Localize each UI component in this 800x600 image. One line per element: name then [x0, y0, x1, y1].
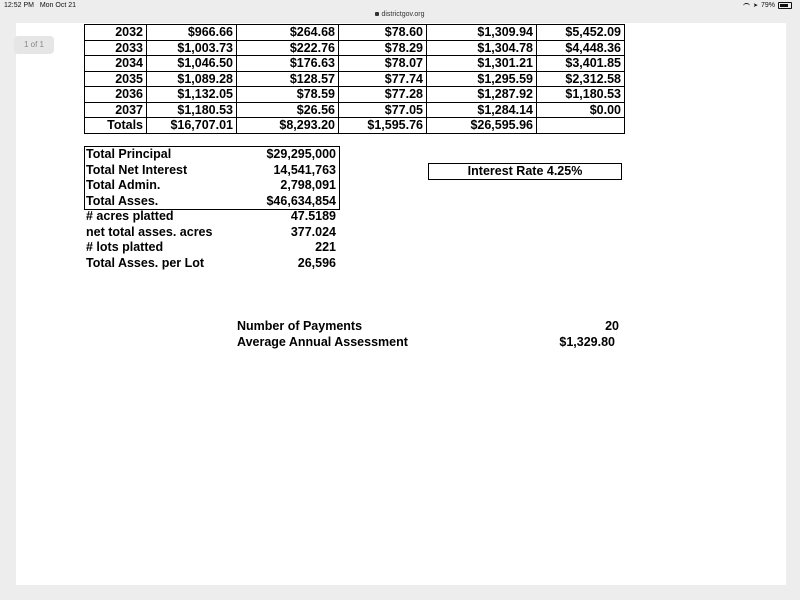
table-cell: $8,293.20: [237, 118, 339, 134]
table-cell: $77.05: [339, 102, 427, 118]
table-row: [85, 56, 625, 72]
page-indicator: 1 of 1: [14, 36, 54, 54]
summary-value: 221: [315, 240, 336, 254]
summary-value: $46,634,854: [266, 194, 336, 208]
status-time-date: [4, 2, 76, 9]
table-cell: Totals: [85, 118, 147, 134]
battery-percent: 79%: [760, 2, 775, 9]
table-cell: $0.00: [537, 102, 625, 118]
table-row: [85, 102, 625, 118]
summary-row: [86, 147, 336, 163]
table-cell: 2035: [85, 71, 147, 87]
table-cell: $1,295.59: [427, 71, 537, 87]
table-cell: $2,312.58: [537, 71, 625, 87]
summary-value: 47.5189: [290, 209, 336, 223]
summary-label: # lots platted: [86, 240, 164, 254]
summary-row: [86, 209, 336, 225]
payment-value: $1,329.80: [559, 335, 615, 349]
table-cell: $264.68: [237, 25, 339, 41]
table-cell: $1,180.53: [147, 102, 237, 118]
summary-row: [86, 240, 336, 256]
table-cell: $4,448.36: [537, 40, 625, 56]
summary-label: Total Asses. per Lot: [86, 256, 205, 270]
table-cell: $26.56: [237, 102, 339, 118]
table-cell: $16,707.01: [147, 118, 237, 134]
lock-icon: [375, 12, 379, 16]
table-cell: $1,089.28: [147, 71, 237, 87]
url-text: districtgov.org: [381, 11, 425, 18]
table-cell: $78.07: [339, 56, 427, 72]
interest-rate-box: Interest Rate 4.25%: [428, 163, 622, 180]
summary-label: # acres platted: [86, 209, 174, 223]
table-cell: 2037: [85, 102, 147, 118]
summary-label: Total Principal: [86, 147, 172, 161]
table-cell: $5,452.09: [537, 25, 625, 41]
summary-row: [86, 163, 336, 179]
table-cell: 2034: [85, 56, 147, 72]
battery-icon: [778, 2, 792, 9]
table-cell: [537, 118, 625, 134]
payment-row: [237, 318, 619, 334]
table-cell: $1,046.50: [147, 56, 237, 72]
status-date: Mon Oct 21: [39, 2, 76, 9]
wifi-icon: [743, 3, 750, 9]
table-cell: $128.57: [237, 71, 339, 87]
payment-label: Number of Payments: [237, 319, 363, 333]
totals-row: [85, 118, 625, 134]
status-icons: [743, 2, 792, 9]
table-cell: $1,304.78: [427, 40, 537, 56]
table-cell: $77.74: [339, 71, 427, 87]
summary-value: 2,798,091: [280, 178, 336, 192]
table-cell: $78.59: [237, 87, 339, 103]
table-cell: 2036: [85, 87, 147, 103]
table-cell: $26,595.96: [427, 118, 537, 134]
payment-label: Average Annual Assessment: [237, 335, 408, 349]
summary-label: net total asses. acres: [86, 225, 213, 239]
payment-value: 20: [605, 319, 619, 333]
table-cell: $966.66: [147, 25, 237, 41]
summary-value: $29,295,000: [266, 147, 336, 161]
table-cell: $222.76: [237, 40, 339, 56]
assessment-schedule-table: [84, 24, 625, 134]
summary-value: 14,541,763: [273, 163, 336, 177]
summary-row: [86, 178, 336, 194]
address-bar[interactable]: [0, 11, 800, 18]
summary-row: [86, 256, 336, 272]
table-cell: $78.29: [339, 40, 427, 56]
payment-row: [237, 334, 619, 350]
summary-label: Total Asses.: [86, 194, 159, 208]
location-icon: ➤: [752, 3, 758, 9]
table-cell: $1,132.05: [147, 87, 237, 103]
summary-value: 26,596: [297, 256, 336, 270]
table-cell: 2032: [85, 25, 147, 41]
table-cell: $77.28: [339, 87, 427, 103]
status-time: 12:52 PM: [4, 2, 34, 9]
summary-label: Total Admin.: [86, 178, 161, 192]
summary-row: [86, 225, 336, 241]
summary-label: Total Net Interest: [86, 163, 188, 177]
table-cell: $176.63: [237, 56, 339, 72]
table-cell: $78.60: [339, 25, 427, 41]
table-cell: 2033: [85, 40, 147, 56]
summary-value: 377.024: [290, 225, 336, 239]
table-cell: $3,401.85: [537, 56, 625, 72]
table-cell: $1,309.94: [427, 25, 537, 41]
table-cell: $1,284.14: [427, 102, 537, 118]
table-cell: $1,180.53: [537, 87, 625, 103]
table-row: [85, 71, 625, 87]
table-row: [85, 87, 625, 103]
summary-row: [86, 194, 336, 210]
table-row: [85, 25, 625, 41]
table-cell: $1,003.73: [147, 40, 237, 56]
table-row: [85, 40, 625, 56]
table-cell: $1,301.21: [427, 56, 537, 72]
table-cell: $1,287.92: [427, 87, 537, 103]
table-cell: $1,595.76: [339, 118, 427, 134]
